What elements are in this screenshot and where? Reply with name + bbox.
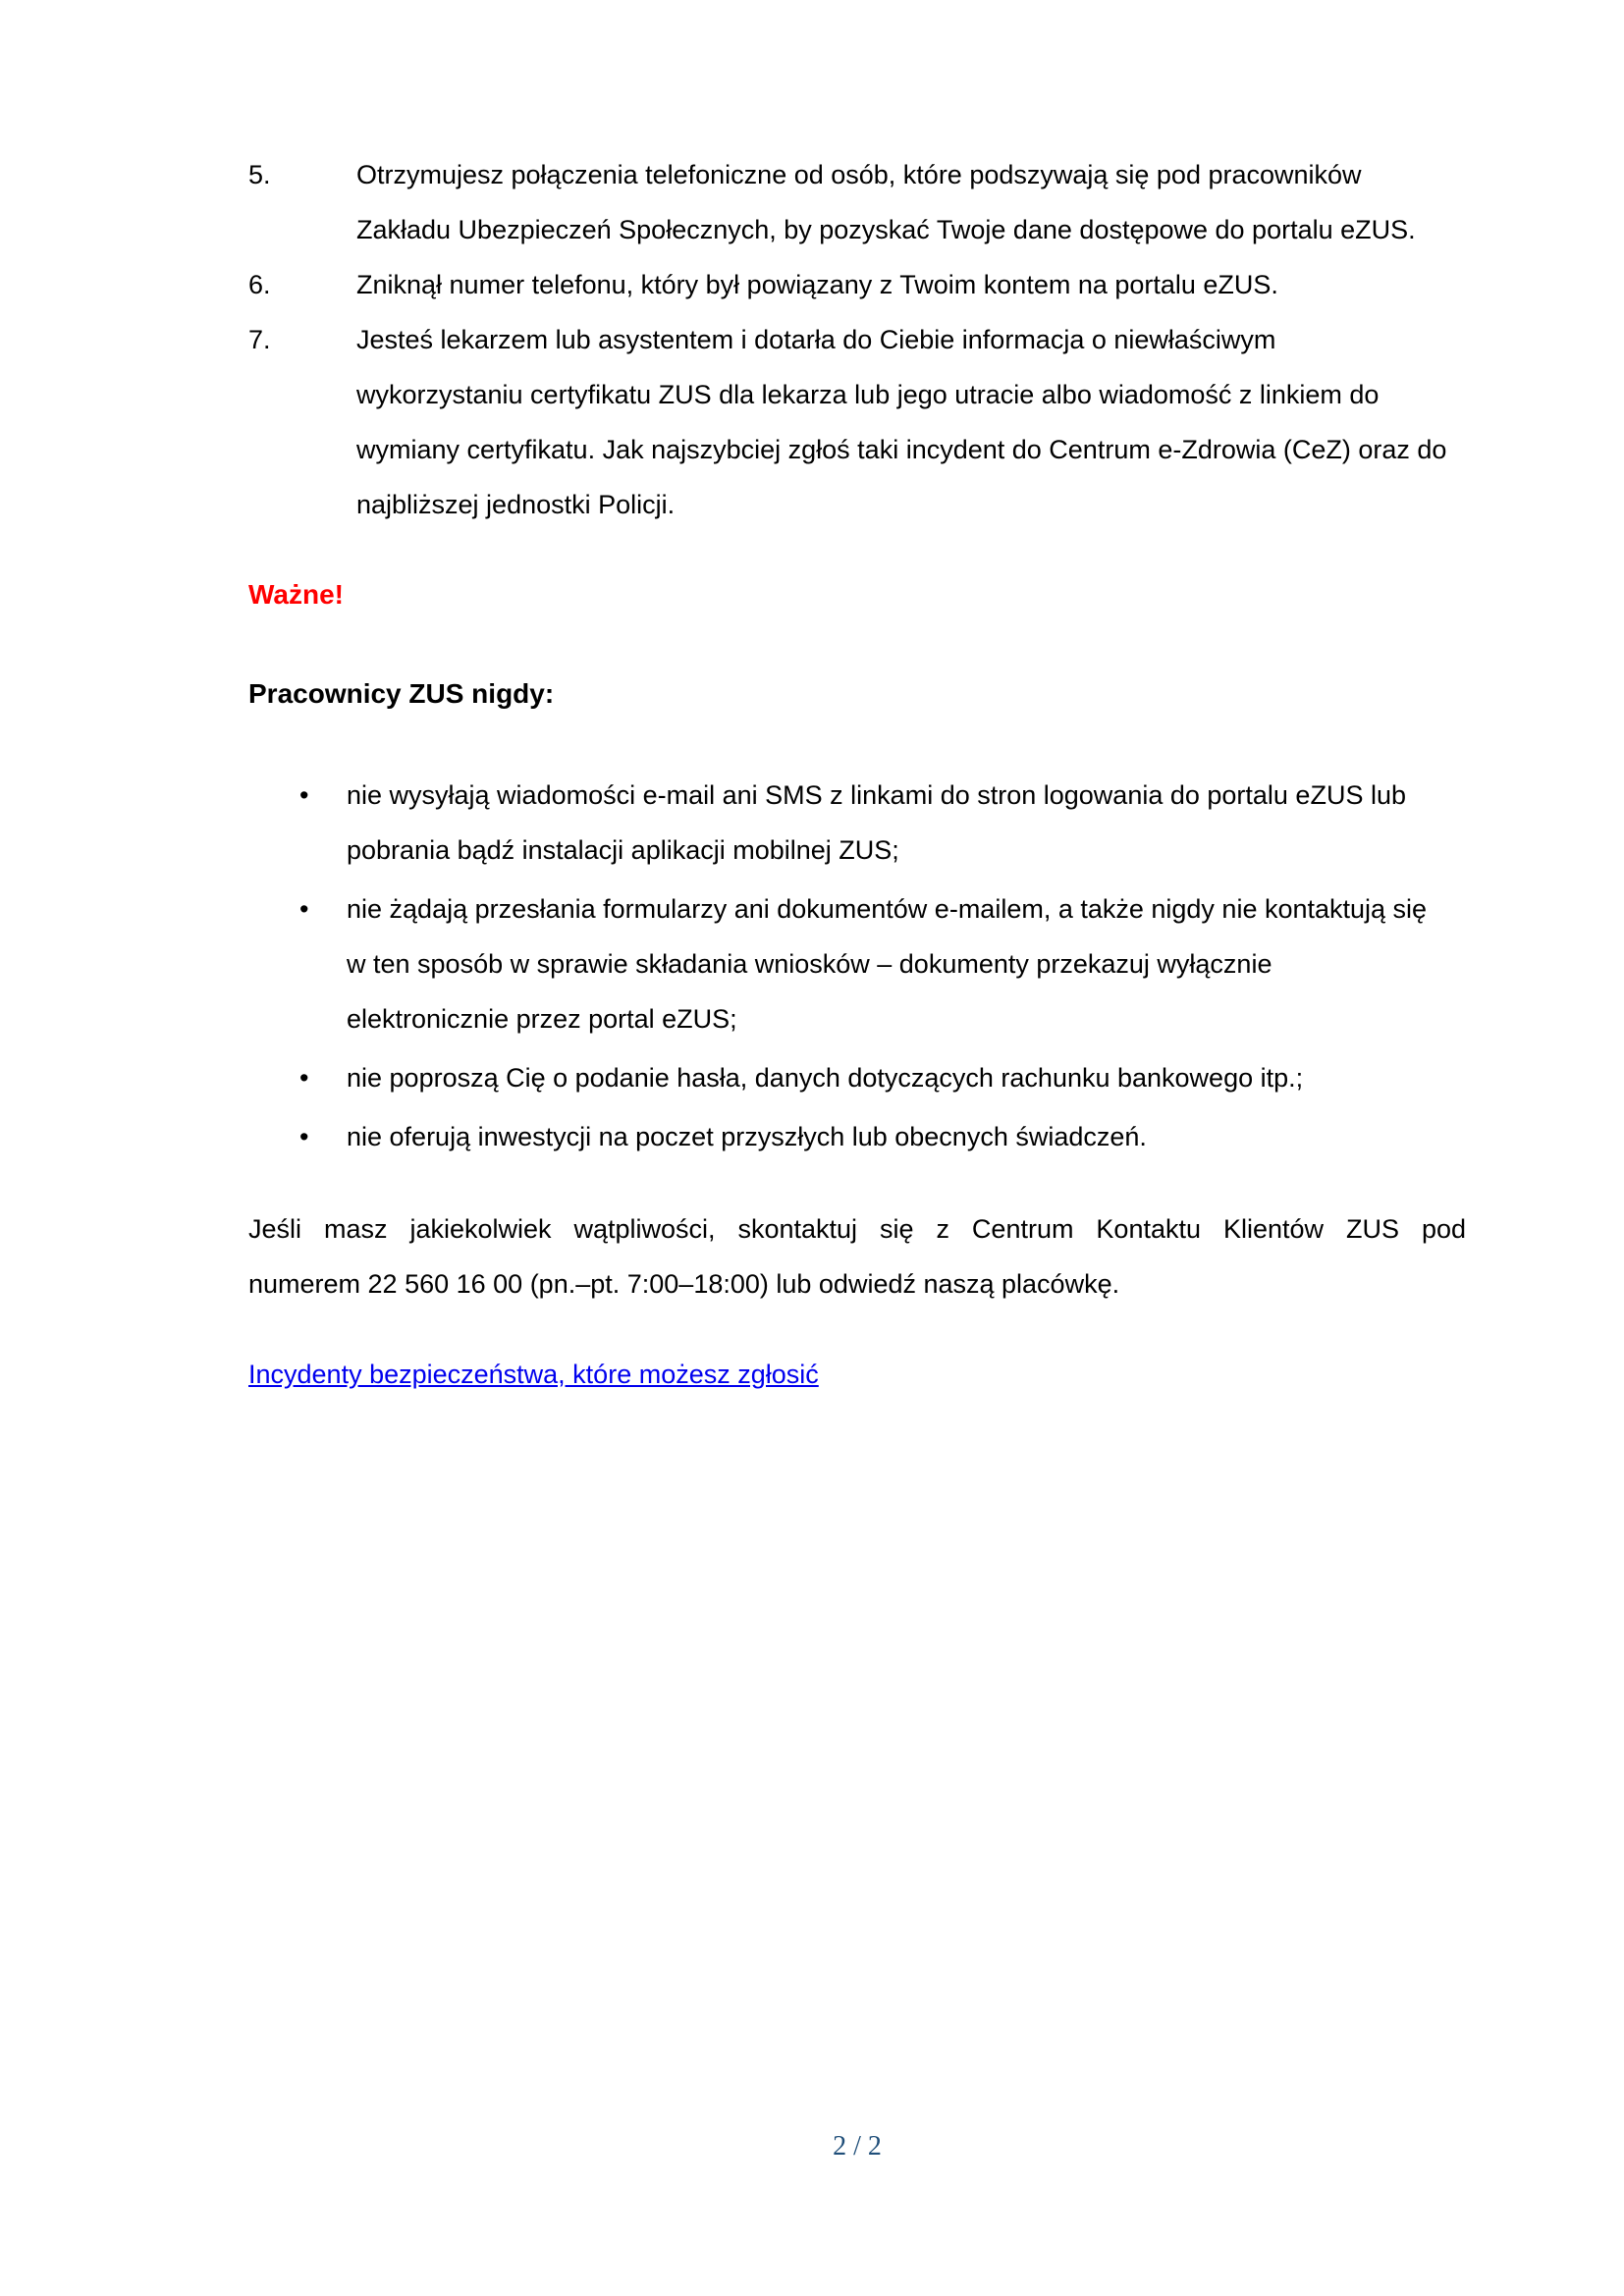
list-item-text — [347, 768, 1466, 878]
list-item-text — [356, 312, 1466, 532]
text-line: Zakładu Ubezpieczeń Społecznych, by pozyskać Twoje dane dostępowe do portalu eZUS. — [356, 215, 1416, 244]
bullet-list-item — [248, 1050, 1466, 1105]
text-line: nie wysyłają wiadomości e-mail ani SMS z linkami do stron logowania do portalu eZUS lub — [347, 780, 1406, 810]
text-line: Jesteś lekarzem lub asystentem i dotarła do Ciebie informacja o niewłaściwym — [356, 325, 1276, 354]
bullet-icon: • — [299, 1122, 309, 1151]
text-line: Otrzymujesz połączenia telefoniczne od osób, które podszywają się pod pracowników — [356, 160, 1362, 189]
text-line: nie oferują inwestycji na poczet przyszłych lub obecnych świadczeń. — [347, 1122, 1147, 1151]
list-item-text — [356, 147, 1466, 257]
text-line: Zniknął numer telefonu, który był powiązany z Twoim kontem na portalu eZUS. — [356, 270, 1278, 299]
bullet-icon: • — [299, 1063, 309, 1093]
list-number: 6. — [248, 270, 271, 299]
text-line: wymiany certyfikatu. Jak najszybciej zgłoś taki incydent do Centrum e-Zdrowia (CeZ) oraz do — [356, 435, 1447, 464]
page-number: 2 / 2 — [833, 2131, 882, 2162]
bullet-icon: • — [299, 780, 309, 810]
text-line: w ten sposób w sprawie składania wniosków – dokumenty przekazuj wyłącznie — [347, 949, 1272, 979]
bullet-list-item — [248, 1109, 1466, 1164]
security-incidents-link[interactable]: Incydenty bezpieczeństwa, które możesz zgłosić — [248, 1360, 819, 1389]
bullet-list — [248, 768, 1466, 1164]
numbered-list-item-5 — [248, 147, 1466, 257]
link-paragraph — [248, 1347, 1466, 1402]
text-line: nie poproszą Cię o podanie hasła, danych dotyczących rachunku bankowego itp.; — [347, 1063, 1304, 1093]
bullet-list-item — [248, 881, 1466, 1046]
text-line: najbliższej jednostki Policji. — [356, 490, 676, 519]
document-body — [248, 147, 1466, 1402]
numbered-list-item-6 — [248, 257, 1466, 312]
list-item-text — [356, 257, 1466, 312]
warning-heading: Ważne! — [248, 579, 344, 610]
numbered-list — [248, 147, 1466, 532]
text-line: wykorzystaniu certyfikatu ZUS dla lekarza lub jego utracie albo wiadomość z linkiem do — [356, 380, 1380, 409]
list-item-text — [347, 1050, 1466, 1105]
numbered-list-item-7 — [248, 312, 1466, 532]
text-line: Jeśli masz jakiekolwiek wątpliwości, skontaktuj się z Centrum Kontaktu Klientów ZUS pod — [248, 1214, 1466, 1244]
section-heading: Pracownicy ZUS nigdy: — [248, 678, 555, 709]
text-line: numerem 22 560 16 00 (pn.–pt. 7:00–18:00) lub odwiedź naszą placówkę. — [248, 1269, 1120, 1299]
list-number: 7. — [248, 325, 271, 354]
bullet-icon: • — [299, 894, 309, 924]
list-item-text — [347, 1109, 1466, 1164]
contact-paragraph — [248, 1201, 1466, 1311]
list-item-text — [347, 881, 1466, 1046]
bullet-list-item — [248, 768, 1466, 878]
text-line: nie żądają przesłania formularzy ani dokumentów e-mailem, a także nigdy nie kontaktują się — [347, 894, 1428, 924]
list-number: 5. — [248, 160, 271, 189]
text-line: pobrania bądź instalacji aplikacji mobilnej ZUS; — [347, 835, 899, 865]
text-line: elektronicznie przez portal eZUS; — [347, 1004, 737, 1034]
